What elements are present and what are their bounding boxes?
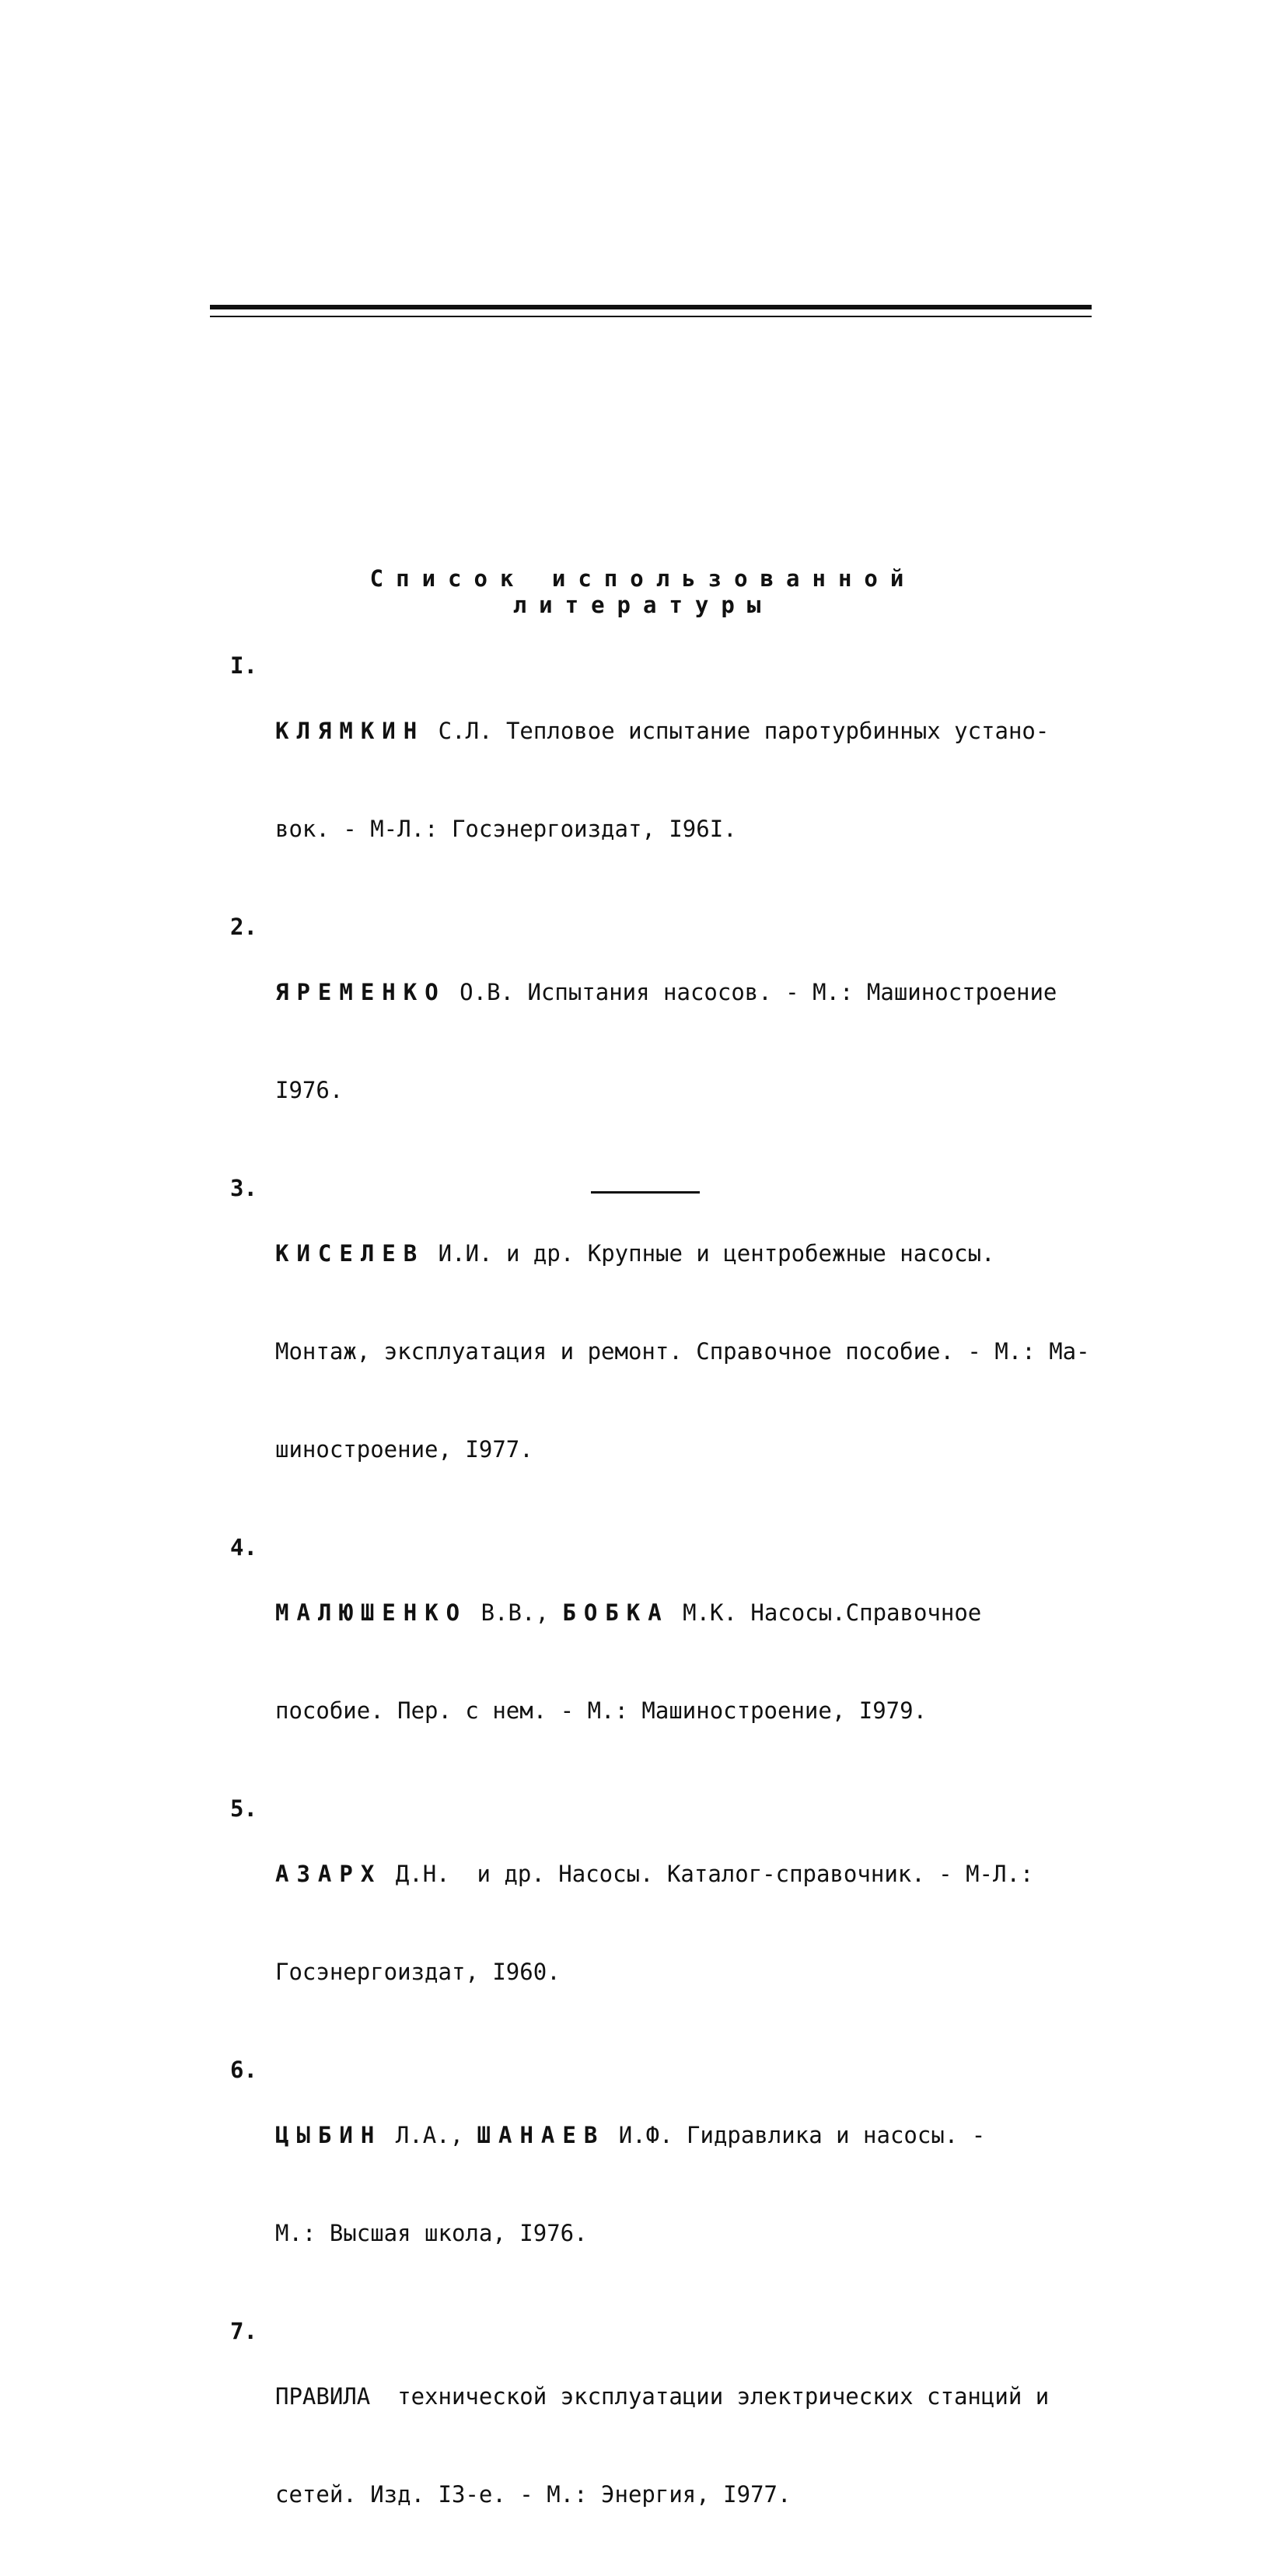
reference-author: МАЛЮШЕНКО — [275, 1599, 468, 1626]
reference-text: пособие. Пер. с нем. - М.: Машиностроение, I979. — [275, 1697, 928, 1724]
reference-item — [230, 1172, 1117, 1531]
reference-author: КИСЕЛЕВ — [275, 1240, 425, 1267]
bottom-rule — [591, 1191, 700, 1194]
reference-number: 3. — [230, 1175, 257, 1201]
reference-list — [230, 649, 1117, 2576]
reference-text: М.К. Насосы.Справочное — [669, 1599, 982, 1626]
reference-text: С.Л. Тепловое испытание паротурбинных устано- — [425, 718, 1050, 744]
reference-item — [230, 649, 1117, 911]
top-rule-thick — [210, 305, 1092, 309]
top-rule-thin — [210, 316, 1092, 317]
reference-item — [230, 911, 1117, 1172]
reference-text: сетей. Изд. I3-е. - М.: Энергия, I977. — [275, 2481, 792, 2508]
reference-text: Госэнергоиздат, I960. — [275, 1959, 561, 1985]
reference-number: I. — [230, 652, 257, 679]
reference-text: О.В. Испытания насосов. - М.: Машиностроение — [446, 979, 1057, 1005]
reference-text: И.Ф. Гидравлика и насосы. - — [605, 2122, 986, 2148]
reference-author: ПРАВИЛА — [275, 2383, 371, 2410]
reference-number: 2. — [230, 914, 257, 940]
reference-text: Монтаж, эксплуатация и ремонт. Справочное пособие. - М.: Ма- — [275, 1338, 1090, 1365]
reference-text: М.: Высшая школа, I976. — [275, 2220, 588, 2246]
reference-item — [230, 2315, 1117, 2576]
page-title-line1: Список использованной — [369, 565, 917, 592]
reference-text: технической эксплуатации электрических станций и — [370, 2383, 1050, 2410]
reference-text: вок. - М-Л.: Госэнергоиздат, I96I. — [275, 816, 737, 842]
reference-item — [230, 1792, 1117, 2053]
reference-author: ЯРЕМЕНКО — [275, 979, 446, 1005]
reference-number: 4. — [230, 1534, 257, 1561]
reference-author: АЗАРХ — [275, 1861, 383, 1887]
reference-author: БОБКА — [562, 1599, 669, 1626]
reference-author: ШАНАЕВ — [477, 2122, 606, 2148]
reference-text: шиностроение, I977. — [275, 1436, 533, 1463]
reference-number: 5. — [230, 1795, 257, 1822]
reference-text: В.В., — [467, 1599, 563, 1626]
reference-item — [230, 2053, 1117, 2315]
reference-number: 6. — [230, 2057, 257, 2083]
reference-text: I976. — [275, 1077, 344, 1103]
reference-item — [230, 1531, 1117, 1792]
reference-number: 7. — [230, 2318, 257, 2344]
reference-author: КЛЯМКИН — [275, 718, 425, 744]
reference-author: ЦЫБИН — [275, 2122, 383, 2148]
reference-text: Д.Н. и др. Насосы. Каталог-справочник. - М-Л.: — [382, 1861, 1034, 1887]
reference-text: И.И. и др. Крупные и центробежные насосы. — [425, 1240, 995, 1267]
page-title-line2: литературы — [512, 592, 774, 618]
reference-text: Л.А., — [382, 2122, 477, 2148]
